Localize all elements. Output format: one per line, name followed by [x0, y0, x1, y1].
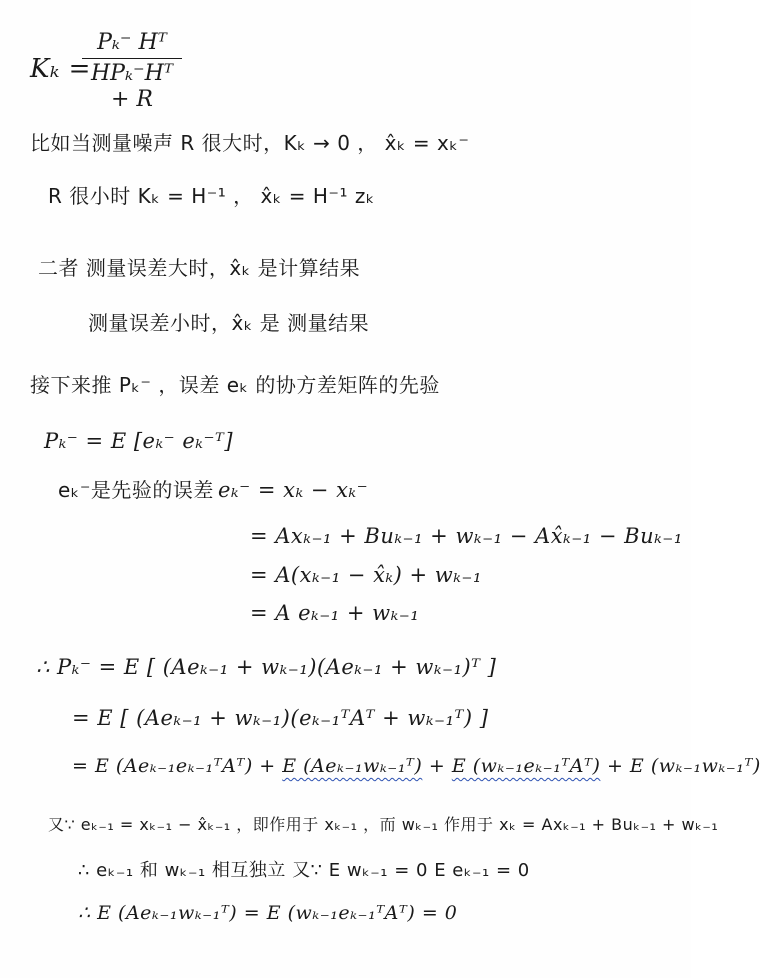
covariance-expansion-1: = E [ (Aeₖ₋₁ + wₖ₋₁)(eₖ₋₁ᵀAᵀ + wₖ₋₁ᵀ) ] — [72, 706, 489, 730]
kalman-gain-denominator: HPₖ⁻Hᵀ + R — [90, 61, 174, 112]
expansion-term-cross-1: E (Aeₖ₋₁wₖ₋₁ᵀ) — [282, 755, 423, 777]
conclusion-statement: ∴ E (Aeₖ₋₁wₖ₋₁ᵀ) = E (wₖ₋₁eₖ₋₁ᵀAᵀ) = 0 — [78, 902, 458, 924]
independence-statement: ∴ eₖ₋₁ 和 wₖ₋₁ 相互独立 又∵ E wₖ₋₁ = 0 E eₖ₋₁ = 0 — [78, 860, 530, 881]
next-derivation-heading: 接下来推 Pₖ⁻ ，误差 eₖ 的协方差矩阵的先验 — [30, 373, 440, 397]
expansion-term-cross-2: E (wₖ₋₁eₖ₋₁ᵀAᵀ) — [451, 755, 601, 777]
covariance-expansion-2 — [72, 753, 761, 779]
fraction-bar — [82, 58, 182, 59]
therefore-covariance: ∴ Pₖ⁻ = E [ (Aeₖ₋₁ + wₖ₋₁)(Aeₖ₋₁ + wₖ₋₁)ᵀ ] — [36, 655, 497, 679]
derivation-step-1: = Axₖ₋₁ + Buₖ₋₁ + wₖ₋₁ − Ax̂ₖ₋₁ − Buₖ₋₁ — [250, 524, 683, 548]
expansion-plus: + — [422, 755, 452, 777]
prior-covariance-definition: Pₖ⁻ = E [eₖ⁻ eₖ⁻ᵀ] — [44, 429, 234, 453]
expansion-term-1: = E (Aeₖ₋₁eₖ₋₁ᵀAᵀ) + — [72, 755, 283, 777]
derivation-step-2: = A(xₖ₋₁ − x̂ₖ) + wₖ₋₁ — [250, 563, 482, 587]
also-since-statement: 又∵ eₖ₋₁ = xₖ₋₁ − x̂ₖ₋₁ ，即作用于 xₖ₋₁ ，而 wₖ₋₁ 作用于 xₖ = Axₖ₋₁ + Buₖ₋₁ + wₖ₋₁ — [48, 815, 719, 834]
prior-error-equation: eₖ⁻ = xₖ − xₖ⁻ — [218, 478, 369, 502]
kalman-gain-numerator: Pₖ⁻ Hᵀ — [97, 30, 167, 55]
case-small-noise: R 很小时 Kₖ = H⁻¹ ， x̂ₖ = H⁻¹ zₖ — [48, 184, 375, 208]
kalman-gain-fraction — [82, 30, 182, 113]
meaning-small-error: 测量误差小时，x̂ₖ 是 测量结果 — [88, 311, 370, 335]
case-large-noise: 比如当测量噪声 R 很大时，Kₖ → 0 ， x̂ₖ = xₖ⁻ — [30, 131, 470, 155]
prior-error-label: eₖ⁻是先验的误差 — [58, 478, 214, 502]
expansion-term-noise: + E (wₖ₋₁wₖ₋₁ᵀ) — [600, 755, 761, 777]
derivation-step-3: = A eₖ₋₁ + wₖ₋₁ — [250, 601, 420, 625]
meaning-large-error: 二者 测量误差大时，x̂ₖ 是计算结果 — [38, 256, 361, 280]
kalman-gain-lhs: Kₖ = — [30, 54, 91, 84]
